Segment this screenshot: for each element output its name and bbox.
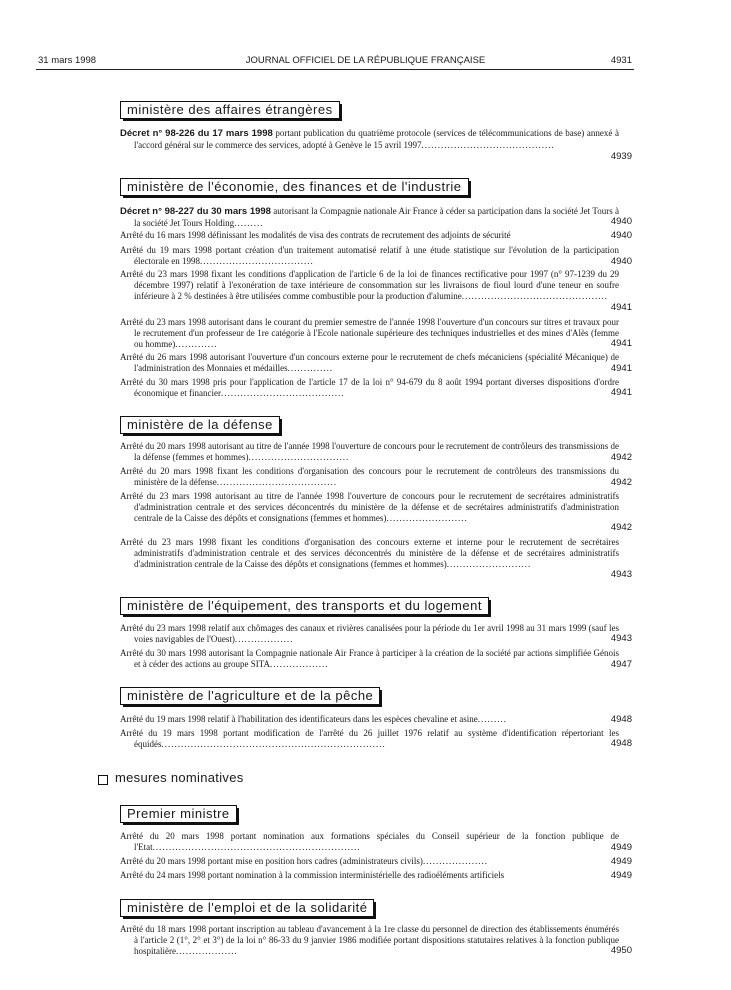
- list-item: Arrêté du 20 mars 1998 portant mise en position hors cadres (administrateurs civils)....................: [120, 856, 488, 866]
- entry-text: Arrêté du 19 mars 1998 portant modification de l'arrêté du 26 juillet 1976 relatif au système d'identification répertoriant les équidés: [120, 728, 619, 749]
- entry-page: 4941: [610, 387, 632, 398]
- entry-text: Arrêté du 18 mars 1998 portant inscription au tableau d'avancement à la 1re classe du personnel de direction des établissements énumérés à l'article 2 (1°, 2° et 3°) de la loi n° 86-33 du 9 janvier 1986 modifiée portant dispositions statutaires relatives à la fonction publique hospitalière: [120, 924, 619, 956]
- section-title-premier-ministre: Premier ministre: [120, 805, 237, 823]
- entry-lead: Décret n° 98-226 du 17 mars 1998: [120, 128, 273, 139]
- list-item: Arrêté du 19 mars 1998 relatif à l'habilitation des identificateurs dans les espèces chevaline et asine.........: [120, 714, 507, 724]
- list-item: Décret n° 98-226 du 17 mars 1998 portant publication du quatrième protocole (services de télécommunications de base) annexé à l'accord général sur le commerce des services, adopté à Genève le 15 avril 1997.........................................: [120, 128, 619, 150]
- entry-text: Arrêté du 16 mars 1998 définissant les modalités de visa des contrats de recrutement des adjoints de sécurité: [120, 230, 511, 240]
- entry-text: Arrêté du 20 mars 1998 autorisant au titre de l'année 1998 l'ouverture de concours pour le recrutement de contrôleurs des transmissions de la défense (femmes et hommes): [120, 441, 619, 462]
- entry-page: 4941: [610, 363, 632, 374]
- list-item: Arrêté du 20 mars 1998 fixant les conditions d'organisation des concours pour le recrutement de contrôleurs des transmissions du ministère de la défense.....................................: [120, 466, 619, 487]
- section-title-economie: ministère de l'économie, des finances et de l'industrie: [120, 178, 469, 196]
- list-item: Arrêté du 19 mars 1998 portant création d'un traitement automatisé relatif à une étude statistique sur l'évolution de la participation électorale en 1998...................................: [120, 245, 619, 266]
- entry-text: Arrêté du 23 mars 1998 autorisant dans le courant du premier semestre de l'année 1998 l'ouverture d'un concours sur titres et travaux pour le recrutement d'un professeur de 1re catégorie à l'Ecole nationale supérieure des techniques industrielles et des mines d'Alès (femme ou homme): [120, 317, 619, 349]
- entry-page: 4949: [610, 842, 632, 853]
- header-date: 31 mars 1998: [38, 55, 97, 66]
- section-title-emploi: ministère de l'emploi et de la solidarité: [120, 899, 374, 917]
- list-item: Arrêté du 19 mars 1998 portant modification de l'arrêté du 26 juillet 1976 relatif au système d'identification répertoriant les équidés.....................................................................: [120, 728, 619, 749]
- entry-page: 4940: [610, 230, 632, 241]
- section-title-agriculture: ministère de l'agriculture et de la pêche: [120, 687, 380, 705]
- list-item: Arrêté du 30 mars 1998 pris pour l'application de l'article 17 de la loi n° 94-679 du 8 août 1994 portant diverses dispositions d'ordre économique et financier......................................: [120, 377, 619, 398]
- entry-page: 4941: [610, 302, 632, 313]
- entry-page: 4940: [610, 216, 632, 227]
- entry-text: Arrêté du 19 mars 1998 portant création d'un traitement automatisé relatif à une étude statistique sur l'évolution de la participation électorale en 1998: [120, 245, 619, 266]
- entry-text: Arrêté du 30 mars 1998 autorisant la Compagnie nationale Air France à participer à la création de la société par actions simplifiée Génois et à céder des actions au groupe SITA: [120, 648, 619, 669]
- list-item: Arrêté du 18 mars 1998 portant inscription au tableau d'avancement à la 1re classe du personnel de direction des établissements énumérés à l'article 2 (1°, 2° et 3°) de la loi n° 86-33 du 9 janvier 1986 modifiée portant dispositions statutaires relatives à la fonction publique hospitalière...................: [120, 924, 619, 956]
- section-title-defense: ministère de la défense: [120, 416, 280, 434]
- list-item: Arrêté du 20 mars 1998 portant nomination aux formations spéciales du Conseil supérieur de la fonction publique de l'Etat................................................................: [120, 831, 619, 852]
- list-item: Arrêté du 23 mars 1998 autorisant au titre de l'année 1998 l'ouverture de concours pour le recrutement de secrétaires administratifs d'administration centrale et des services déconcentrés du ministère de la défense et de secrétaires administratifs d'administration centrale de la Caisse des dépôts et consignations (femmes et hommes).........................: [120, 491, 619, 523]
- entry-page: 4940: [610, 256, 632, 267]
- entry-text: Arrêté du 23 mars 1998 fixant les conditions d'application de l'article 6 de la loi de finances rectificative pour 1997 (n° 97-1239 du 29 décembre 1997) relatif à l'exonération de taxe intérieure de consommation sur les livraisons de fioul lourd d'une teneur en soufre inférieure à 2 % destinées à être utilisées comme combustible pour la production d'alumine: [120, 269, 619, 301]
- entry-page: 4942: [610, 522, 632, 533]
- list-item: Arrêté du 23 mars 1998 relatif aux chômages des canaux et rivières canalisées pour la période du 1er avril 1998 au 31 mars 1999 (sauf les voies navigables de l'Ouest)..................: [120, 623, 619, 644]
- list-item: Arrêté du 23 mars 1998 autorisant dans le courant du premier semestre de l'année 1998 l'ouverture d'un concours sur titres et travaux pour le recrutement d'un professeur de 1re catégorie à l'Ecole nationale supérieure des techniques industrielles et des mines d'Alès (femme ou homme).............: [120, 317, 619, 349]
- entry-text: Arrêté du 20 mars 1998 portant mise en position hors cadres (administrateurs civils): [120, 856, 423, 866]
- list-item: Arrêté du 30 mars 1998 autorisant la Compagnie nationale Air France à participer à la création de la société par actions simplifiée Génois et à céder des actions au groupe SITA..................: [120, 648, 619, 669]
- entry-page: 4947: [610, 659, 632, 670]
- entry-text: Arrêté du 26 mars 1998 autorisant l'ouverture d'un concours externe pour le recrutement de chefs mécaniciens (spécialité Mécanique) de l'administration des Monnaies et médailles: [120, 352, 619, 373]
- header-journal-title: JOURNAL OFFICIEL DE LA RÉPUBLIQUE FRANÇAISE: [245, 55, 486, 66]
- header-rule: [36, 69, 634, 70]
- entry-text: Arrêté du 19 mars 1998 relatif à l'habilitation des identificateurs dans les espèces chevaline et asine: [120, 714, 478, 724]
- list-item: Arrêté du 20 mars 1998 autorisant au titre de l'année 1998 l'ouverture de concours pour le recrutement de contrôleurs des transmissions de la défense (femmes et hommes)...............................: [120, 441, 619, 462]
- entry-page: 4943: [610, 633, 632, 644]
- entry-page: 4942: [610, 477, 632, 488]
- section-title-equipement: ministère de l'équipement, des transports et du logement: [120, 597, 489, 615]
- entry-page: 4949: [610, 856, 632, 867]
- entry-page: 4950: [610, 945, 632, 956]
- list-item: [120, 870, 619, 881]
- section-title-affaires-etrangeres: ministère des affaires étrangères: [120, 101, 340, 119]
- entry-page: 4948: [610, 738, 632, 749]
- list-item: Arrêté du 26 mars 1998 autorisant l'ouverture d'un concours externe pour le recrutement de chefs mécaniciens (spécialité Mécanique) de l'administration des Monnaies et médailles..............: [120, 352, 619, 373]
- entry-page: 4949: [610, 870, 632, 881]
- nominatives-heading: mesures nominatives: [115, 770, 244, 785]
- list-item: [120, 230, 619, 241]
- entry-text: Arrêté du 23 mars 1998 autorisant au titre de l'année 1998 l'ouverture de concours pour le recrutement de secrétaires administratifs d'administration centrale et des services déconcentrés du ministère de la défense et de secrétaires administratifs d'administration centrale de la Caisse des dépôts et consignations (femmes et hommes): [120, 491, 619, 523]
- entry-page: 4943: [610, 569, 632, 580]
- entry-page: 4948: [610, 714, 632, 725]
- entry-page: 4941: [610, 338, 632, 349]
- list-item: Arrêté du 23 mars 1998 fixant les conditions d'organisation des concours externe et interne pour le recrutement de secrétaires administratifs d'administration centrale et des services déconcentrés du ministère de la défense et de secrétaires administratifs d'administration centrale de la Caisse des dépôts et consignations (femmes et hommes)..........................: [120, 537, 619, 569]
- entry-text: autorisant la Compagnie nationale Air France à céder sa participation dans la société Jet Tours à la société Jet Tours Holding: [134, 206, 619, 228]
- entry-text: portant publication du quatrième protocole (services de télécommunications de base) annexé à l'accord général sur le commerce des services, adopté à Genève le 15 avril 1997: [134, 128, 619, 150]
- entry-text: Arrêté du 20 mars 1998 fixant les conditions d'organisation des concours pour le recrutement de contrôleurs des transmissions du ministère de la défense: [120, 466, 619, 487]
- entry-page: 4939: [610, 151, 632, 162]
- entry-lead: Décret n° 98-227 du 30 mars 1998: [120, 206, 271, 217]
- list-item: Arrêté du 23 mars 1998 fixant les conditions d'application de l'article 6 de la loi de finances rectificative pour 1997 (n° 97-1239 du 29 décembre 1997) relatif à l'exonération de taxe intérieure de consommation sur les livraisons de fioul lourd d'une teneur en soufre inférieure à 2 % destinées à être utilisées comme combustible pour la production d'alumine.............................................: [120, 269, 619, 301]
- list-item: Décret n° 98-227 du 30 mars 1998 autorisant la Compagnie nationale Air France à céder sa participation dans la société Jet Tours à la société Jet Tours Holding.........: [120, 206, 619, 228]
- entry-page: 4942: [610, 452, 632, 463]
- entry-text: Arrêté du 24 mars 1998 portant nomination à la commission interministérielle des radioéléments artificiels: [120, 870, 505, 880]
- header-page-number: 4931: [610, 55, 632, 66]
- checkbox-icon: [98, 775, 108, 785]
- entry-text: Arrêté du 20 mars 1998 portant nomination aux formations spéciales du Conseil supérieur de la fonction publique de l'Etat: [120, 831, 619, 852]
- entry-text: Arrêté du 30 mars 1998 pris pour l'application de l'article 17 de la loi n° 94-679 du 8 août 1994 portant diverses dispositions d'ordre économique et financier: [120, 377, 619, 398]
- entry-text: Arrêté du 23 mars 1998 fixant les conditions d'organisation des concours externe et interne pour le recrutement de secrétaires administratifs d'administration centrale et des services déconcentrés du ministère de la défense et de secrétaires administratifs d'administration centrale de la Caisse des dépôts et consignations (femmes et hommes): [120, 537, 619, 569]
- entry-text: Arrêté du 23 mars 1998 relatif aux chômages des canaux et rivières canalisées pour la période du 1er avril 1998 au 31 mars 1999 (sauf les voies navigables de l'Ouest): [120, 623, 619, 644]
